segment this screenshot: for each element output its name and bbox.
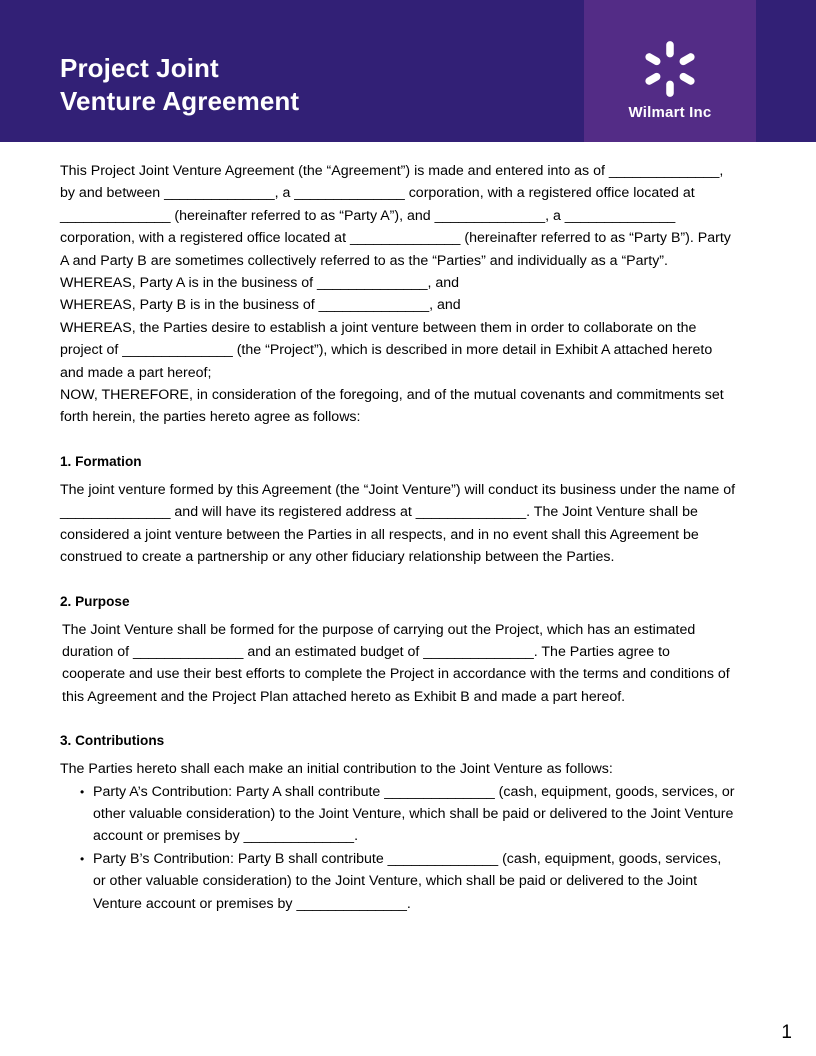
spacer: [60, 751, 736, 758]
section-heading-purpose: 2. Purpose: [60, 593, 130, 609]
list-item: • Party B’s Contribution: Party B shall contribute ______________ (cash, equipment, goods, services, or other valuable consideration) to the Joint Venture, which shall be paid or delivered to the Joint Venture account or premises by ______________.: [60, 848, 736, 915]
list-item: • Party A’s Contribution: Party A shall contribute ______________ (cash, equipment, goods, services, or other valuable consideration) to the Joint Venture, which shall be paid or delivered to the Joint Venture account or premises by ______________.: [60, 781, 736, 848]
page-title-line-1: Project Joint: [60, 53, 219, 83]
section-heading-formation: 1. Formation: [60, 453, 142, 469]
page-title-line-2: Venture Agreement: [60, 86, 300, 116]
section-body-contributions: The Parties hereto shall each make an initial contribution to the Joint Venture as follows:: [60, 761, 613, 778]
intro-block: [60, 160, 736, 429]
page-title: [60, 52, 560, 118]
section-body-formation: The joint venture formed by this Agreement (the “Joint Venture”) will conduct its business under the name of ______________ and will have its registered address at ______________. The Joint Venture shall be considered a joint venture between the Parties in all respects, and in no event shall this Agreement be construed to create a partnership or any other fiduciary relationship between the Parties.: [60, 481, 736, 566]
spacer: [60, 612, 736, 619]
intro-paragraph-2: WHEREAS, Party A is in the business of ______________, and: [60, 275, 460, 292]
section-body-purpose: The Joint Venture shall be formed for the purpose of carrying out the Project, which has an estimated duration of ______________ and an estimated budget of ______________. The Parties agree to cooperate and use their best efforts to complete the Project in accordance with the terms and conditions of this Agreement and the Project Plan attached hereto as Exhibit B and made a part hereof.: [62, 621, 730, 705]
section-heading-contributions: 3. Contributions: [60, 733, 165, 749]
spacer: [60, 472, 736, 479]
intro-paragraph-5: NOW, THEREFORE, in consideration of the foregoing, and of the mutual covenants and commitments set forth herein, the parties hereto agree as follows:: [60, 387, 724, 426]
contributions-list: [60, 781, 736, 915]
spacer: [60, 569, 736, 592]
logo-block: [584, 0, 756, 142]
intro-paragraph-3: WHEREAS, Party B is in the business of ______________, and: [60, 297, 461, 314]
spacer: [60, 708, 736, 731]
document-body: [60, 160, 736, 915]
spacer: [60, 429, 736, 452]
spark-asterisk-icon: [641, 40, 699, 98]
document-header-band: [0, 0, 816, 142]
intro-paragraph-4: WHEREAS, the Parties desire to establish a joint venture between them in order to collaborate on the project of ______________ (the “Project”), which is described in more detail in Exhibit A attached hereto and made a part hereof;: [60, 319, 713, 381]
page-number: 1: [781, 1022, 792, 1043]
intro-paragraph-1: This Project Joint Venture Agreement (the “Agreement”) is made and entered into as of ______________, by and between ______________, a ______________ corporation, with a registered office located at ______________ (hereinafter referred to as “Party A”), and ______________, a ______________ corporation, with a registered office located at ______________ (hereinafter referred to as “Party B”). Party A and Party B are sometimes collectively referred to as the “Parties” and individually as a “Party”.: [60, 163, 731, 269]
company-name: Wilmart Inc: [628, 104, 712, 121]
